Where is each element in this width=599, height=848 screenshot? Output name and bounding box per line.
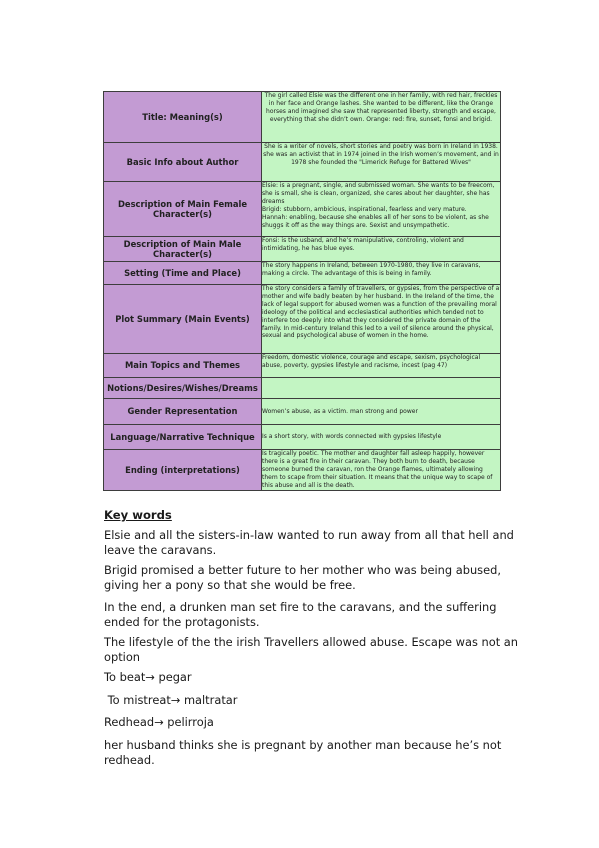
keyword-paragraph: her husband thinks she is pregnant by another man because he’s not redhead.	[104, 738, 502, 767]
row-value-topics-themes: Freedom, domestic violence, courage and escape, sexism, psychological abuse, poverty, gypsies lifestyle and racisme, incest (pag 47)	[262, 354, 501, 378]
row-value-notions-desires	[262, 378, 501, 399]
row-label-male-characters: Description of Main Male Character(s)	[104, 237, 262, 262]
row-label-language-technique: Language/Narrative Technique	[104, 425, 262, 450]
keyword-paragraph: Redhead→ pelirroja	[104, 715, 214, 729]
table-row	[104, 425, 501, 450]
keyword-paragraph: To mistreat→ maltratar	[104, 693, 238, 707]
table-row	[104, 450, 501, 491]
table-row	[104, 262, 501, 285]
row-label-title-meaning: Title: Meaning(s)	[104, 92, 262, 143]
row-label-author: Basic Info about Author	[104, 143, 262, 182]
row-label-setting: Setting (Time and Place)	[104, 262, 262, 285]
table-row	[104, 237, 501, 262]
keyword-paragraph: To beat→ pegar	[104, 670, 192, 684]
row-label-ending: Ending (interpretations)	[104, 450, 262, 491]
row-label-female-characters: Description of Main Female Character(s)	[104, 182, 262, 237]
keyword-paragraph: In the end, a drunken man set fire to the caravans, and the suffering ended for the protagonists.	[104, 600, 497, 629]
story-analysis-table	[103, 91, 501, 491]
table-row	[104, 354, 501, 378]
keyword-paragraph: Elsie and all the sisters-in-law wanted to run away from all that hell and leave the caravans.	[104, 528, 514, 557]
table-row	[104, 399, 501, 425]
keyword-paragraph: Brigid promised a better future to her mother who was being abused, giving her a pony so that she would be free.	[104, 563, 501, 592]
table-row	[104, 285, 501, 354]
row-label-topics-themes: Main Topics and Themes	[104, 354, 262, 378]
key-words-heading: Key words	[104, 508, 172, 522]
row-value-plot-summary: The story considers a family of travellers, or gypsies, from the perspective of a mother and wife badly beaten by her husband. In the Ireland of the time, the lack of legal support for abused women was a function of the prevailing moral ideology of the political and ecclesiastical authorities which tended not to interfere too deeply into what they considered the private domain of the family. In mid-century Ireland this led to a veil of silence around the physical, sexual and psychological abuse of women in the home.	[262, 285, 501, 354]
row-value-setting: The story happens in Ireland, between 1970-1980, they live in caravans, making a circle. The advantage of this is being in family.	[262, 262, 501, 285]
row-value-ending: Is tragically poetic. The mother and daughter fall asleep happily, however there is a great fire in their caravan. They both burn to death, because someone burned the caravan, ron the Orange flames, ultimately allowing them to scape from their situation. It means that the unique way to scape of this abuse and all is the death.	[262, 450, 501, 491]
row-value-language-technique: Is a short story, with words connected with gypsies lifestyle	[262, 425, 501, 450]
row-label-notions-desires: Notions/Desires/Wishes/Dreams	[104, 378, 262, 399]
row-value-title-meaning: The girl called Elsie was the different one in her family, with red hair, freckles in her face and Orange lashes. She wanted to be different, like the Orange horses and imagined she saw that represented liberty, strength and escape, everything that she didn’t own. Orange: red: fire, sunset, fonsi and brigid.	[262, 92, 501, 143]
row-label-gender-representation: Gender Representation	[104, 399, 262, 425]
row-label-plot-summary: Plot Summary (Main Events)	[104, 285, 262, 354]
keyword-paragraph: The lifestyle of the the irish Travellers allowed abuse. Escape was not an option	[104, 635, 518, 664]
table-row	[104, 182, 501, 237]
table-row	[104, 378, 501, 399]
row-value-gender-representation: Women’s abuse, as a victim. man strong and power	[262, 399, 501, 425]
table-row	[104, 92, 501, 143]
table-row	[104, 143, 501, 182]
row-value-female-characters: Elsie: is a pregnant, single, and submissed woman. She wants to be freecom, she is small, she is clean, organized, she cares about her daughter, she has dreams Brigid: stubborn, ambicious, inspirational, fearless and very mature. Hannah: enabling, because she enables all of her sons to be violent, as she shuggs it off as the way things are. Sexist and unsympathetic.	[262, 182, 501, 237]
row-value-author: She is a writer of novels, short stories and poetry was born in Ireland in 1938. she was an activist that in 1974 joined in the Irish women’s movement, and in 1978 she founded the "Limerick Refuge for Battered Wives"	[262, 143, 501, 182]
row-value-male-characters: Fonsi: is the usband, and he’s manipulative, controling, violent and intimidating, he has blue eyes.	[262, 237, 501, 262]
